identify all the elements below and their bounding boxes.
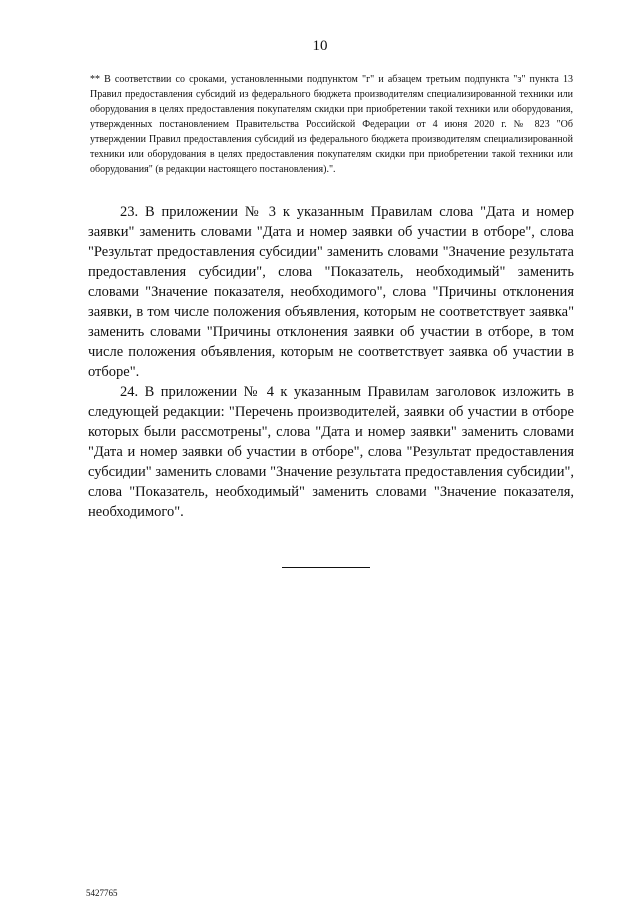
- document-id: 5427765: [86, 888, 118, 898]
- paragraph-24: 24. В приложении № 4 к указанным Правилам заголовок изложить в следующей редакции: "Перечень производителей, заявки об участии в отборе которых были рассмотрены", слова "Дата и номер заявки" заменить словами "Дата и номер заявки об участии в отборе", слова "Результат предоставления субсидии" заменить словами "Значение результата предоставления субсидии", слова "Показатель, необходимый" заменить словами "Значение показателя, необходимого".: [88, 384, 574, 520]
- footnote: ** В соответствии со сроками, установленными подпунктом "г" и абзацем третьим подпункта "з" пункта 13 Правил предоставления субсидий из федерального бюджета производителям специализированной техники или оборудования в целях предоставления покупателям скидки при приобретении такой техники или оборудования, утвержденных постановлением Правительства Российской Федерации от 4 июня 2020 г. № 823 "Об утверждении Правил предоставления субсидий из федерального бюджета производителям специализированной техники или оборудования в целях предоставления покупателям скидки при приобретении такой техники или оборудования" (в редакции настоящего постановления).".: [90, 74, 573, 175]
- page-number: 10: [312, 38, 328, 54]
- document-body: [88, 202, 574, 522]
- end-divider: [282, 567, 370, 568]
- paragraph-23: 23. В приложении № 3 к указанным Правилам слова "Дата и номер заявки" заменить словами "Дата и номер заявки об участии в отборе", слова "Результат предоставления субсидии" заменить словами "Значение результата предоставления субсидии", слова "Показатель, необходимый" заменить словами "Значение показателя, необходимого", слова "Причины отклонения заявки, в том числе положения объявления, которым не соответствует заявка" заменить словами "Причины отклонения заявки об участии в отборе, в том числе положения объявления, которым не соответствует заявка об участии в отборе".: [88, 204, 574, 380]
